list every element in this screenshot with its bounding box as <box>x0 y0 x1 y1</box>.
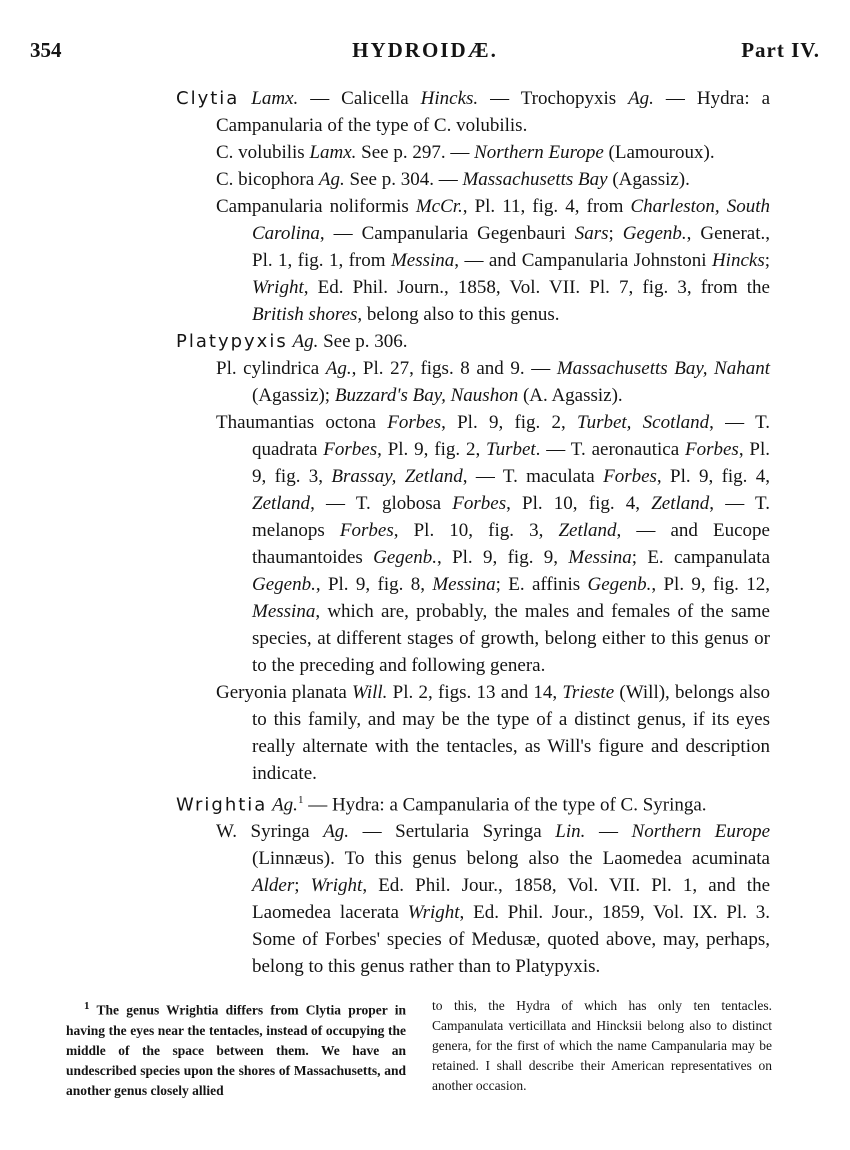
genus-entry: Platypyxis Ag. See p. 306. <box>176 331 408 352</box>
species-entry: C. volubilis Lamx. See p. 297. — Northern Europe (Lamouroux). <box>216 142 715 163</box>
genus-entry: Wrightia Ag.$^1$ — Hydra: a Campanularia of the type of C. Syringa. <box>176 794 707 816</box>
footnote-text-left: $^1$ The genus Wrightia differs from Clytia proper in having the eyes near the tentacles, instead of occupying the middle of the space between them. We have an undescribed species upon the shores of Massachusetts, and another genus closely allied <box>66 1000 406 1098</box>
main-text <box>176 85 770 980</box>
species-entry: W. Syringa Ag. — Sertularia Syringa Lin. — Northern Europe (Linnæus). To this genus belong also the Laomedea acuminata Alder; Wright, Ed. Phil. Jour., 1858, Vol. VII. Pl. 1, and the Laomedea lacerata Wright, Ed. Phil. Jour., 1859, Vol. IX. Pl. 3. Some of Forbes' species of Medusæ, quoted above, may, perhaps, belong to this genus rather than to Platypyxis. <box>216 821 771 978</box>
footnote-left-column <box>66 996 406 1101</box>
species-entry: Pl. cylindrica Ag., Pl. 27, figs. 8 and 9. — Massachusetts Bay, Nahant (Agassiz); Buzzard's Bay, Naushon (A. Agassiz). <box>216 358 771 406</box>
footnote-right-column <box>432 996 772 1096</box>
species-entry: Geryonia planata Will. Pl. 2, figs. 13 and 14, Trieste (Will), belongs also to this family, and may be the type of a distinct genus, if its eyes really alternate with the tentacles, as Will's figure and description indicate. <box>216 682 770 784</box>
page-number: 354 <box>30 38 62 62</box>
part-label: Part IV. <box>741 38 820 62</box>
running-header <box>30 38 820 68</box>
running-title: HYDROIDÆ. <box>352 38 498 62</box>
species-entry: Campanularia noliformis McCr., Pl. 11, fig. 4, from Charleston, South Carolina, — Campanularia Gegenbauri Sars; Gegenb., Generat., Pl. 1, fig. 1, from Messina, — and Campanularia Johnstoni Hincks; Wright, Ed. Phil. Journ., 1858, Vol. VII. Pl. 7, fig. 3, from the British shores, belong also to this genus. <box>216 196 770 325</box>
species-entry: C. bicophora Ag. See p. 304. — Massachusetts Bay (Agassiz). <box>216 169 690 190</box>
footnote-text-right: to this, the Hydra of which has only ten tentacles. Campanulata verticillata and Hincksii belong also to distinct genera, for the first of which the name Campanularia may be retained. I shall describe their American representatives on another occasion. <box>432 998 772 1093</box>
genus-entry: Clytia Lamx. — Calicella Hincks. — Trochopyxis Ag. — Hydra: a Campanularia of the type of C. volubilis. <box>176 88 770 136</box>
species-entry: Thaumantias octona Forbes, Pl. 9, fig. 2, Turbet, Scotland, — T. quadrata Forbes, Pl. 9, fig. 2, Turbet. — T. aeronautica Forbes, Pl. 9, fig. 3, Brassay, Zetland, — T. maculata Forbes, Pl. 9, fig. 4, Zetland, — T. globosa Forbes, Pl. 10, fig. 4, Zetland, — T. melanops Forbes, Pl. 10, fig. 3, Zetland, — and Eucope thaumantoides Gegenb., Pl. 9, fig. 9, Messina; E. campanulata Gegenb., Pl. 9, fig. 8, Messina; E. affinis Gegenb., Pl. 9, fig. 12, Messina, which are, probably, the males and females of the same species, at different stages of growth, belong either to this genus or to the preceding and following genera. <box>216 412 771 676</box>
